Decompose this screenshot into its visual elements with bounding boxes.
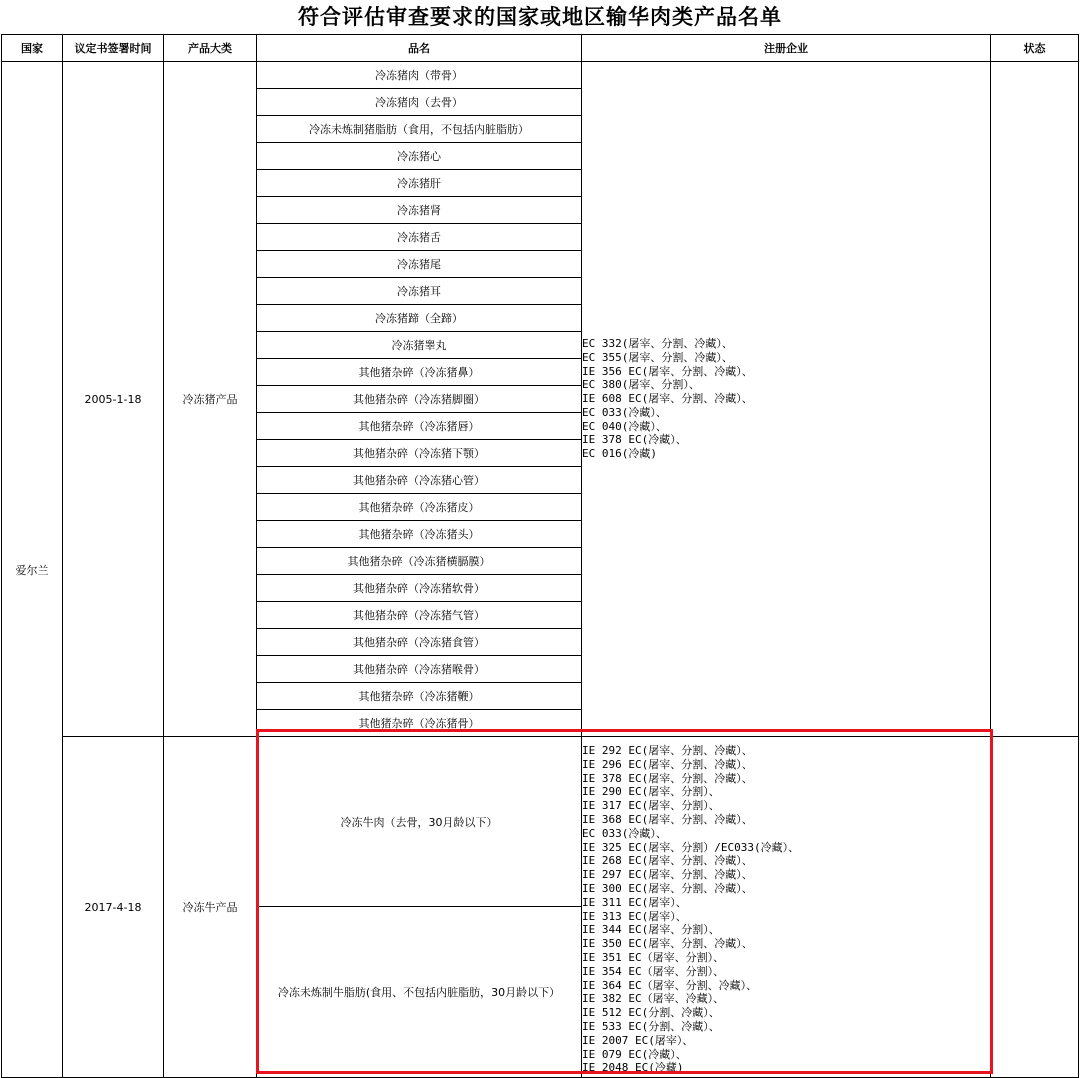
product-cell: 其他猪杂碎（冷冻猪鼻） <box>257 359 582 386</box>
product-cell: 其他猪杂碎（冷冻猪喉骨） <box>257 656 582 683</box>
product-cell: 冷冻猪蹄（全蹄） <box>257 305 582 332</box>
enterprise-line: IE 351 EC（屠宰、分割）、 <box>582 950 725 964</box>
enterprise-line: IE 290 EC(屠宰、分割）、 <box>582 785 720 799</box>
beef-status-cell <box>991 737 1079 1078</box>
table-row <box>2 737 1079 907</box>
enterprise-line: IE 378 EC(屠宰、分割、冷藏）、 <box>582 771 753 785</box>
product-cell: 冷冻猪肉（带骨） <box>257 62 582 89</box>
enterprise-line: IE 2048 EC(冷藏) <box>582 1061 684 1075</box>
header-status: 状态 <box>991 35 1079 62</box>
enterprise-line: IE 325 EC(屠宰、分割）/EC033(冷藏）、 <box>582 840 800 854</box>
enterprise-line: IE 354 EC（屠宰、分割）、 <box>582 964 725 978</box>
enterprise-line: IE 268 EC(屠宰、分割、冷藏）、 <box>582 854 753 868</box>
header-sign-date: 议定书签署时间 <box>63 35 164 62</box>
header-category: 产品大类 <box>164 35 257 62</box>
product-table <box>1 34 1079 1078</box>
enterprise-line: EC 380(屠宰、分割）、 <box>582 378 700 392</box>
product-cell: 冷冻牛肉（去骨，30月龄以下） <box>257 737 582 907</box>
product-cell: 冷冻猪睾丸 <box>257 332 582 359</box>
product-cell: 冷冻猪肝 <box>257 170 582 197</box>
product-cell: 其他猪杂碎（冷冻猪骨） <box>257 710 582 737</box>
pork-date-cell: 2005-1-18 <box>63 62 164 737</box>
product-cell: 其他猪杂碎（冷冻猪下颚） <box>257 440 582 467</box>
country-cell: 爱尔兰 <box>2 62 63 1078</box>
enterprise-line: IE 297 EC(屠宰、分割、冷藏）、 <box>582 868 753 882</box>
enterprise-line: IE 368 EC(屠宰、分割、冷藏）、 <box>582 812 753 826</box>
product-cell: 其他猪杂碎（冷冻猪唇） <box>257 413 582 440</box>
enterprise-line: EC 016(冷藏) <box>582 447 657 461</box>
enterprise-line: EC 332(屠宰、分割、冷藏）、 <box>582 336 733 350</box>
product-cell: 冷冻猪心 <box>257 143 582 170</box>
enterprise-line: EC 033(冷藏）、 <box>582 826 667 840</box>
table-body <box>2 62 1079 1078</box>
enterprise-line: IE 378 EC(冷藏）、 <box>582 433 687 447</box>
enterprise-line: IE 356 EC(屠宰、分割、冷藏）、 <box>582 364 753 378</box>
product-cell: 其他猪杂碎（冷冻猪气管） <box>257 602 582 629</box>
enterprise-line: IE 2007 EC(屠宰）、 <box>582 1033 694 1047</box>
enterprise-line: IE 296 EC(屠宰、分割、冷藏）、 <box>582 757 753 771</box>
product-cell: 冷冻猪耳 <box>257 278 582 305</box>
table-row <box>2 62 1079 89</box>
enterprise-line: IE 512 EC(分割、冷藏）、 <box>582 1006 720 1020</box>
beef-category-cell: 冷冻牛产品 <box>164 737 257 1078</box>
product-cell: 其他猪杂碎（冷冻猪头） <box>257 521 582 548</box>
product-cell: 其他猪杂碎（冷冻猪鞭） <box>257 683 582 710</box>
enterprise-line: IE 300 EC(屠宰、分割、冷藏）、 <box>582 881 753 895</box>
beef-enterprises-cell <box>582 737 991 1078</box>
product-cell: 冷冻未炼制牛脂肪(食用、不包括内脏脂肪，30月龄以下） <box>257 907 582 1078</box>
product-cell: 其他猪杂碎（冷冻猪食管） <box>257 629 582 656</box>
product-cell: 冷冻猪尾 <box>257 251 582 278</box>
product-cell: 冷冻猪舌 <box>257 224 582 251</box>
pork-enterprises-cell <box>582 62 991 737</box>
product-cell: 冷冻猪肉（去骨） <box>257 89 582 116</box>
product-cell: 其他猪杂碎（冷冻猪软骨） <box>257 575 582 602</box>
product-cell: 其他猪杂碎（冷冻猪横膈膜） <box>257 548 582 575</box>
enterprise-line: IE 344 EC(屠宰、分割）、 <box>582 923 720 937</box>
product-cell: 冷冻猪肾 <box>257 197 582 224</box>
enterprise-line: IE 350 EC(屠宰、分割、冷藏）、 <box>582 937 753 951</box>
header-product: 品名 <box>257 35 582 62</box>
enterprise-line: IE 382 EC（屠宰、冷藏）、 <box>582 992 725 1006</box>
enterprise-line: IE 311 EC(屠宰）、 <box>582 895 687 909</box>
enterprise-line: IE 533 EC(分割、冷藏）、 <box>582 1019 720 1033</box>
enterprise-line: IE 608 EC(屠宰、分割、冷藏）、 <box>582 392 753 406</box>
product-cell: 冷冻未炼制猪脂肪（食用，不包括内脏脂肪） <box>257 116 582 143</box>
enterprise-line: IE 313 EC(屠宰）、 <box>582 909 687 923</box>
enterprise-line: EC 355(屠宰、分割、冷藏）、 <box>582 350 733 364</box>
enterprise-line: IE 317 EC(屠宰、分割）、 <box>582 799 720 813</box>
product-cell: 其他猪杂碎（冷冻猪皮） <box>257 494 582 521</box>
sheet-title: 符合评估审查要求的国家或地区输华肉类产品名单 <box>298 5 782 29</box>
enterprise-line: IE 079 EC(冷藏）、 <box>582 1047 687 1061</box>
beef-date-cell: 2017-4-18 <box>63 737 164 1078</box>
enterprise-line: EC 040(冷藏）、 <box>582 419 667 433</box>
pork-category-cell: 冷冻猪产品 <box>164 62 257 737</box>
enterprise-line: EC 033(冷藏）、 <box>582 405 667 419</box>
product-cell: 其他猪杂碎（冷冻猪心管） <box>257 467 582 494</box>
product-cell: 其他猪杂碎（冷冻猪脚圈） <box>257 386 582 413</box>
header-enterprise: 注册企业 <box>582 35 991 62</box>
pork-status-cell <box>991 62 1079 737</box>
enterprise-line: IE 364 EC（屠宰、分割、冷藏）、 <box>582 978 758 992</box>
header-country: 国家 <box>2 35 63 62</box>
enterprise-line: IE 292 EC(屠宰、分割、冷藏）、 <box>582 744 753 757</box>
header-row <box>2 35 1079 62</box>
